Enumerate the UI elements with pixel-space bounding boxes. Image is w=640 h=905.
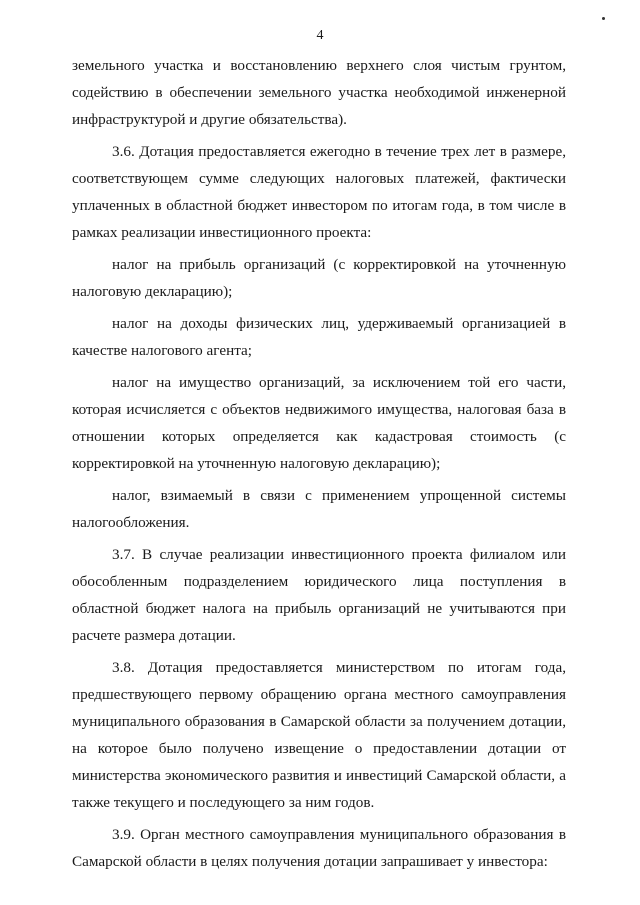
list-item-profit-tax: налог на прибыль организаций (с корректировкой на уточненную налоговую декларацию); — [72, 256, 566, 300]
list-item-income-tax: налог на доходы физических лиц, удерживаемый организацией в качестве налогового агента; — [72, 315, 566, 359]
paragraph-3-7: 3.7. В случае реализации инвестиционного проекта филиалом или обособленным подразделением юридического лица поступления в областной бюджет налога на прибыль организаций не учитываются при расчете размера дотации. — [72, 546, 566, 644]
scan-dot — [602, 17, 605, 20]
document-body — [72, 52, 566, 880]
paragraph-3-6: 3.6. Дотация предоставляется ежегодно в течение трех лет в размере, соответствующем сумме следующих налоговых платежей, фактически уплаченных в областной бюджет инвестором по итогам года, в том числе в рамках реализации инвестиционного проекта: — [72, 143, 566, 241]
list-item-simplified-tax: налог, взимаемый в связи с применением упрощенной системы налогообложения. — [72, 487, 566, 531]
paragraph-3-8: 3.8. Дотация предоставляется министерством по итогам года, предшествующего первому обращению органа местного самоуправления муниципального образования в Самарской области за получением дотации, на которое было получено извещение о предоставлении дотации от министерства экономического развития и инвестиций Самарской области, а также текущего и последующего за ним годов. — [72, 659, 566, 811]
paragraph-continuation: земельного участка и восстановлению верхнего слоя чистым грунтом, содействию в обеспечении земельного участка необходимой инженерной инфраструктурой и другие обязательства). — [72, 57, 566, 128]
page-number: 4 — [316, 28, 324, 43]
paragraph-3-9: 3.9. Орган местного самоуправления муниципального образования в Самарской области в целях получения дотации запрашивает у инвестора: — [72, 826, 566, 870]
list-item-property-tax: налог на имущество организаций, за исключением той его части, которая исчисляется с объектов недвижимого имущества, налоговая база в отношении которых определяется как кадастровая стоимость (с корректировкой на уточненную налоговую декларацию); — [72, 374, 566, 472]
